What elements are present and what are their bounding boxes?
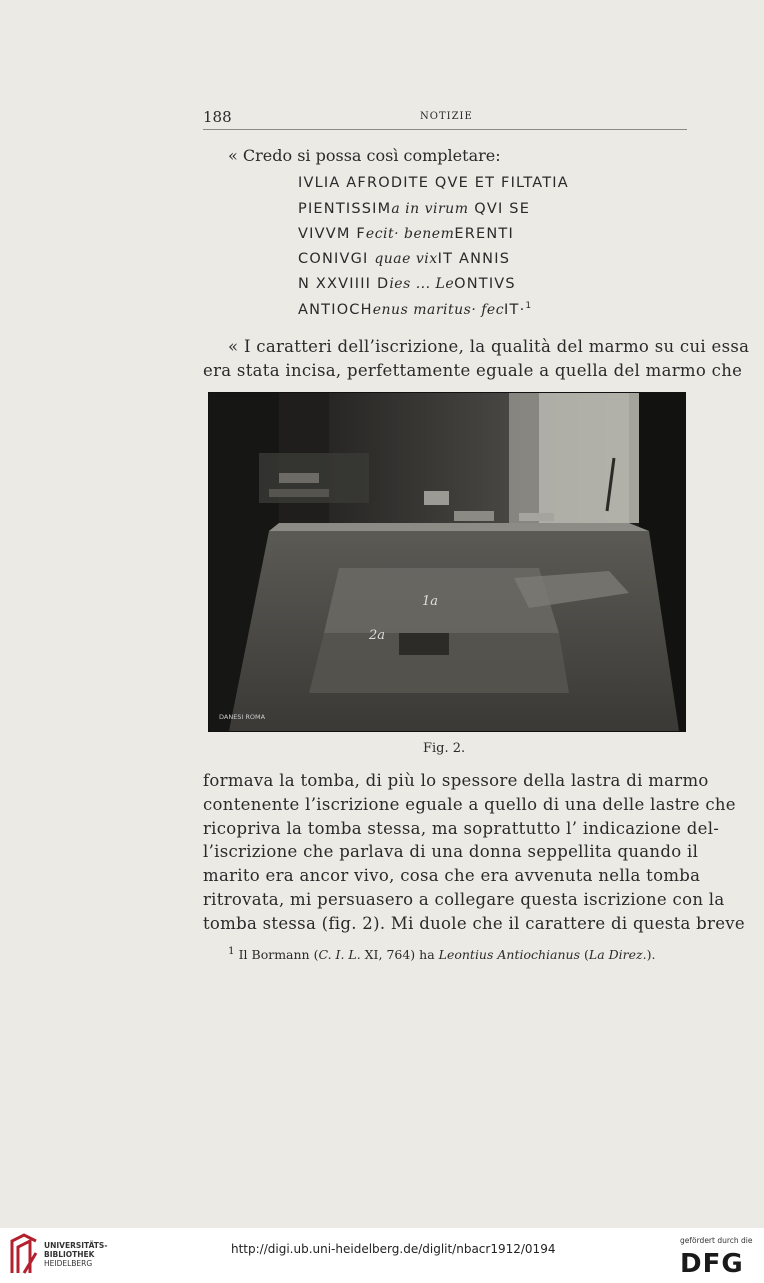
text-line: ritrovata, mi persuasero a collegare questa iscrizione con la [203, 889, 725, 909]
page-number: 188 [203, 108, 232, 126]
label-1a: 1a [422, 594, 439, 609]
dfg-logo-icon [680, 1248, 756, 1276]
header-rule [203, 129, 687, 130]
inscription-line: IVLIA AFRODITE QVE ET FILTATIA [298, 175, 569, 191]
text-line: contenente l’iscrizione eguale a quello di una delle lastre che [203, 794, 736, 814]
funding-note: gefördert durch die [680, 1236, 753, 1245]
university-library-logo-icon [8, 1233, 40, 1277]
inscription-line: PIENTISSIMa in virum QVI SE [298, 201, 531, 217]
text-line: formava la tomba, di più lo spessore della lastra di marmo [203, 771, 709, 790]
inscription-line: N XXVIIII Dies ... LeONTIVS [298, 276, 516, 292]
permalink-link[interactable]: http://digi.ub.uni-heidelberg.de/diglit/nbacr1912/0194 [231, 1242, 556, 1256]
inscription-line: VIVVM Fecit· benemERENTI [298, 226, 514, 242]
footnote: $^1$ Il Bormann (C. I. L. XI, 764) ha Leontius Antiochianus (La Direz.). [228, 945, 656, 963]
figure-photo [208, 392, 686, 732]
text-line: « I caratteri dell’iscrizione, la qualità del marmo su cui essa [228, 337, 750, 356]
running-head: NOTIZIE [420, 111, 473, 122]
text-line: tomba stessa (fig. 2). Mi duole che il carattere di questa breve [203, 913, 745, 933]
photo-credit: DANESI ROMA [219, 713, 266, 721]
text-line: marito era ancor vivo, cosa che era avvenuta nella tomba [203, 866, 701, 886]
library-name: UNIVERSITÄTS- BIBLIOTHEK HEIDELBERG [44, 1241, 108, 1268]
text-line: ricopriva la tomba stessa, ma soprattutto l’ indicazione del- [203, 818, 720, 838]
text-line: era stata incisa, perfettamente eguale a quella del marmo che [203, 360, 743, 380]
footnote-ref: 1 [525, 301, 533, 311]
paragraph-1 [203, 335, 750, 383]
label-2a: 2a [369, 628, 386, 643]
tomb-photograph [209, 393, 685, 731]
svg-text:DFG: DFG [680, 1249, 744, 1276]
figure-caption: Fig. 2. [423, 741, 466, 756]
intro-line: « Credo si possa così completare: [228, 146, 501, 165]
inscription-line: ANTIOCHenus maritus· fecIT·$^1$ [298, 301, 533, 318]
paragraph-2 [203, 769, 745, 936]
text-line: l’iscrizione che parlava di una donna seppellita quando il [203, 842, 699, 862]
inscription-line: CONIVGI quae vixIT ANNIS [298, 251, 511, 267]
